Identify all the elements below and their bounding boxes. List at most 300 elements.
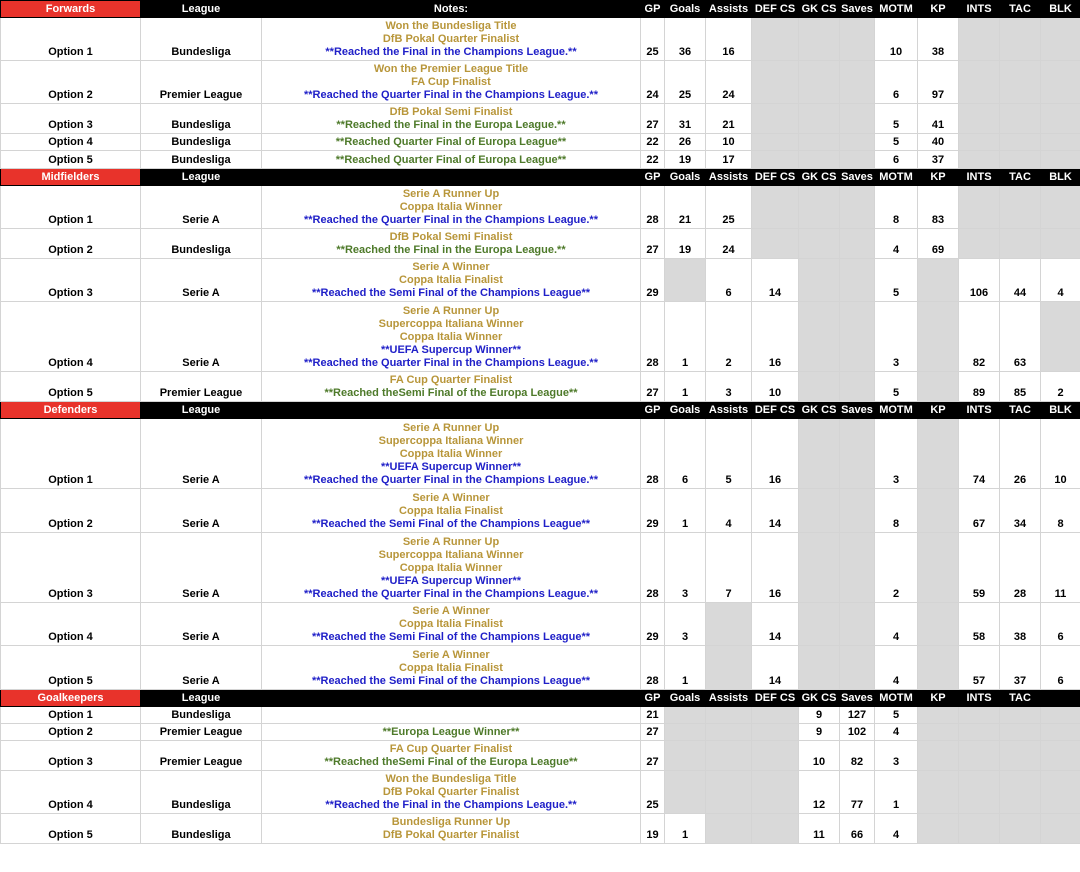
option-cell[interactable]: Option 4 [1, 302, 141, 372]
ints-cell[interactable] [959, 741, 1000, 771]
league-cell[interactable]: Premier League [141, 741, 262, 771]
ints-cell[interactable]: 58 [959, 603, 1000, 646]
blk-cell[interactable] [1041, 134, 1080, 151]
goals-cell[interactable]: 1 [665, 302, 706, 372]
column-header[interactable]: KP [918, 402, 959, 419]
gk-cs-cell[interactable] [799, 372, 840, 402]
tac-cell[interactable]: 34 [1000, 489, 1041, 533]
ints-cell[interactable] [959, 61, 1000, 104]
blk-cell[interactable]: 8 [1041, 489, 1080, 533]
option-cell[interactable]: Option 3 [1, 533, 141, 603]
option-cell[interactable]: Option 1 [1, 419, 141, 489]
column-header[interactable]: Notes: [262, 1, 641, 18]
def-cs-cell[interactable]: 14 [752, 646, 799, 690]
option-cell[interactable]: Option 5 [1, 372, 141, 402]
tac-cell[interactable]: 28 [1000, 533, 1041, 603]
gk-cs-cell[interactable] [799, 134, 840, 151]
gp-cell[interactable]: 19 [641, 814, 665, 844]
motm-cell[interactable]: 5 [875, 259, 918, 302]
ints-cell[interactable] [959, 814, 1000, 844]
column-header[interactable]: Saves [840, 169, 875, 186]
notes-cell[interactable] [262, 259, 641, 302]
gp-cell[interactable]: 25 [641, 18, 665, 61]
goals-cell[interactable]: 19 [665, 229, 706, 259]
tac-cell[interactable]: 37 [1000, 646, 1041, 690]
def-cs-cell[interactable] [752, 814, 799, 844]
goals-cell[interactable]: 1 [665, 372, 706, 402]
blk-cell[interactable]: 2 [1041, 372, 1080, 402]
assists-cell[interactable]: 17 [706, 151, 752, 169]
blk-cell[interactable] [1041, 771, 1080, 814]
gk-cs-cell[interactable] [799, 186, 840, 229]
option-cell[interactable]: Option 1 [1, 18, 141, 61]
kp-cell[interactable] [918, 646, 959, 690]
ints-cell[interactable] [959, 104, 1000, 134]
column-header[interactable]: Saves [840, 1, 875, 18]
column-header[interactable]: TAC [1000, 169, 1041, 186]
column-header[interactable]: INTS [959, 690, 1000, 707]
gk-cs-cell[interactable]: 12 [799, 771, 840, 814]
goals-cell[interactable]: 26 [665, 134, 706, 151]
ints-cell[interactable]: 67 [959, 489, 1000, 533]
league-cell[interactable]: Premier League [141, 61, 262, 104]
saves-cell[interactable] [840, 372, 875, 402]
column-header[interactable]: GP [641, 402, 665, 419]
kp-cell[interactable]: 40 [918, 134, 959, 151]
tac-cell[interactable]: 85 [1000, 372, 1041, 402]
gp-cell[interactable]: 28 [641, 419, 665, 489]
gp-cell[interactable]: 27 [641, 741, 665, 771]
option-cell[interactable]: Option 5 [1, 151, 141, 169]
saves-cell[interactable]: 102 [840, 724, 875, 741]
column-header[interactable]: DEF CS [752, 169, 799, 186]
blk-cell[interactable]: 10 [1041, 419, 1080, 489]
ints-cell[interactable]: 106 [959, 259, 1000, 302]
gk-cs-cell[interactable] [799, 419, 840, 489]
blk-cell[interactable] [1041, 302, 1080, 372]
kp-cell[interactable] [918, 259, 959, 302]
gp-cell[interactable]: 22 [641, 134, 665, 151]
league-cell[interactable]: Bundesliga [141, 134, 262, 151]
notes-cell[interactable] [262, 134, 641, 151]
column-header[interactable]: BLK [1041, 402, 1080, 419]
kp-cell[interactable]: 97 [918, 61, 959, 104]
kp-cell[interactable] [918, 741, 959, 771]
option-cell[interactable]: Option 4 [1, 134, 141, 151]
gk-cs-cell[interactable] [799, 259, 840, 302]
def-cs-cell[interactable] [752, 707, 799, 724]
gk-cs-cell[interactable]: 11 [799, 814, 840, 844]
column-header[interactable]: GP [641, 169, 665, 186]
saves-cell[interactable] [840, 104, 875, 134]
ints-cell[interactable] [959, 707, 1000, 724]
def-cs-cell[interactable] [752, 229, 799, 259]
goals-cell[interactable]: 19 [665, 151, 706, 169]
def-cs-cell[interactable] [752, 151, 799, 169]
blk-cell[interactable]: 11 [1041, 533, 1080, 603]
motm-cell[interactable]: 5 [875, 104, 918, 134]
ints-cell[interactable] [959, 18, 1000, 61]
notes-cell[interactable] [262, 186, 641, 229]
def-cs-cell[interactable]: 16 [752, 419, 799, 489]
column-header[interactable] [262, 402, 641, 419]
column-header[interactable]: Assists [706, 1, 752, 18]
blk-cell[interactable] [1041, 18, 1080, 61]
gp-cell[interactable]: 27 [641, 229, 665, 259]
kp-cell[interactable] [918, 419, 959, 489]
goals-cell[interactable]: 1 [665, 814, 706, 844]
def-cs-cell[interactable] [752, 61, 799, 104]
column-header[interactable]: Goals [665, 169, 706, 186]
goals-cell[interactable] [665, 724, 706, 741]
blk-cell[interactable] [1041, 186, 1080, 229]
column-header[interactable]: INTS [959, 402, 1000, 419]
motm-cell[interactable]: 6 [875, 151, 918, 169]
motm-cell[interactable]: 5 [875, 134, 918, 151]
saves-cell[interactable] [840, 646, 875, 690]
option-cell[interactable]: Option 2 [1, 489, 141, 533]
column-header[interactable]: TAC [1000, 402, 1041, 419]
kp-cell[interactable] [918, 372, 959, 402]
gp-cell[interactable]: 25 [641, 771, 665, 814]
goals-cell[interactable]: 21 [665, 186, 706, 229]
column-header[interactable]: TAC [1000, 690, 1041, 707]
notes-cell[interactable] [262, 229, 641, 259]
gp-cell[interactable]: 22 [641, 151, 665, 169]
column-header[interactable]: DEF CS [752, 690, 799, 707]
gk-cs-cell[interactable] [799, 229, 840, 259]
assists-cell[interactable] [706, 741, 752, 771]
column-header[interactable]: MOTM [875, 402, 918, 419]
kp-cell[interactable] [918, 489, 959, 533]
tac-cell[interactable]: 44 [1000, 259, 1041, 302]
saves-cell[interactable] [840, 186, 875, 229]
kp-cell[interactable] [918, 603, 959, 646]
column-header[interactable]: Assists [706, 690, 752, 707]
assists-cell[interactable]: 3 [706, 372, 752, 402]
gp-cell[interactable]: 24 [641, 61, 665, 104]
gp-cell[interactable]: 21 [641, 707, 665, 724]
option-cell[interactable]: Option 5 [1, 814, 141, 844]
option-cell[interactable]: Option 5 [1, 646, 141, 690]
motm-cell[interactable]: 4 [875, 603, 918, 646]
ints-cell[interactable] [959, 186, 1000, 229]
kp-cell[interactable]: 38 [918, 18, 959, 61]
column-header[interactable] [1041, 690, 1080, 707]
assists-cell[interactable]: 24 [706, 61, 752, 104]
assists-cell[interactable]: 5 [706, 419, 752, 489]
column-header[interactable] [262, 169, 641, 186]
assists-cell[interactable]: 7 [706, 533, 752, 603]
blk-cell[interactable] [1041, 707, 1080, 724]
goals-cell[interactable]: 1 [665, 646, 706, 690]
goals-cell[interactable]: 6 [665, 419, 706, 489]
def-cs-cell[interactable]: 14 [752, 489, 799, 533]
assists-cell[interactable]: 6 [706, 259, 752, 302]
column-header[interactable]: INTS [959, 169, 1000, 186]
def-cs-cell[interactable]: 16 [752, 302, 799, 372]
ints-cell[interactable] [959, 151, 1000, 169]
ints-cell[interactable] [959, 134, 1000, 151]
tac-cell[interactable] [1000, 741, 1041, 771]
notes-cell[interactable] [262, 533, 641, 603]
motm-cell[interactable]: 1 [875, 771, 918, 814]
assists-cell[interactable] [706, 814, 752, 844]
column-header[interactable]: League [141, 169, 262, 186]
motm-cell[interactable]: 3 [875, 741, 918, 771]
goals-cell[interactable]: 25 [665, 61, 706, 104]
assists-cell[interactable]: 24 [706, 229, 752, 259]
goals-cell[interactable]: 3 [665, 533, 706, 603]
ints-cell[interactable]: 57 [959, 646, 1000, 690]
league-cell[interactable]: Premier League [141, 372, 262, 402]
league-cell[interactable]: Bundesliga [141, 18, 262, 61]
assists-cell[interactable] [706, 724, 752, 741]
notes-cell[interactable] [262, 18, 641, 61]
column-header[interactable]: Goals [665, 690, 706, 707]
motm-cell[interactable]: 4 [875, 814, 918, 844]
blk-cell[interactable]: 4 [1041, 259, 1080, 302]
column-header[interactable]: DEF CS [752, 402, 799, 419]
tac-cell[interactable] [1000, 104, 1041, 134]
notes-cell[interactable] [262, 741, 641, 771]
ints-cell[interactable]: 89 [959, 372, 1000, 402]
gk-cs-cell[interactable] [799, 489, 840, 533]
saves-cell[interactable]: 66 [840, 814, 875, 844]
column-header[interactable]: BLK [1041, 169, 1080, 186]
league-cell[interactable]: Serie A [141, 603, 262, 646]
tac-cell[interactable] [1000, 814, 1041, 844]
ints-cell[interactable]: 59 [959, 533, 1000, 603]
blk-cell[interactable] [1041, 229, 1080, 259]
saves-cell[interactable] [840, 259, 875, 302]
motm-cell[interactable]: 3 [875, 419, 918, 489]
column-header[interactable]: KP [918, 690, 959, 707]
column-header[interactable]: MOTM [875, 690, 918, 707]
option-cell[interactable]: Option 4 [1, 771, 141, 814]
ints-cell[interactable] [959, 229, 1000, 259]
gk-cs-cell[interactable] [799, 61, 840, 104]
tac-cell[interactable]: 38 [1000, 603, 1041, 646]
motm-cell[interactable]: 6 [875, 61, 918, 104]
kp-cell[interactable]: 83 [918, 186, 959, 229]
assists-cell[interactable] [706, 603, 752, 646]
kp-cell[interactable] [918, 814, 959, 844]
league-cell[interactable]: Serie A [141, 646, 262, 690]
ints-cell[interactable]: 82 [959, 302, 1000, 372]
column-header[interactable]: League [141, 402, 262, 419]
column-header[interactable]: INTS [959, 1, 1000, 18]
saves-cell[interactable]: 77 [840, 771, 875, 814]
league-cell[interactable]: Bundesliga [141, 229, 262, 259]
column-header[interactable]: GP [641, 690, 665, 707]
motm-cell[interactable]: 4 [875, 229, 918, 259]
league-cell[interactable]: Serie A [141, 302, 262, 372]
saves-cell[interactable] [840, 151, 875, 169]
ints-cell[interactable] [959, 724, 1000, 741]
gp-cell[interactable]: 27 [641, 104, 665, 134]
column-header[interactable]: Goals [665, 402, 706, 419]
assists-cell[interactable]: 21 [706, 104, 752, 134]
assists-cell[interactable] [706, 707, 752, 724]
assists-cell[interactable]: 16 [706, 18, 752, 61]
tac-cell[interactable]: 63 [1000, 302, 1041, 372]
saves-cell[interactable] [840, 302, 875, 372]
column-header[interactable]: GK CS [799, 1, 840, 18]
def-cs-cell[interactable] [752, 741, 799, 771]
motm-cell[interactable]: 2 [875, 533, 918, 603]
goals-cell[interactable] [665, 771, 706, 814]
tac-cell[interactable] [1000, 771, 1041, 814]
kp-cell[interactable]: 69 [918, 229, 959, 259]
tac-cell[interactable]: 26 [1000, 419, 1041, 489]
gk-cs-cell[interactable] [799, 302, 840, 372]
motm-cell[interactable]: 3 [875, 302, 918, 372]
goals-cell[interactable] [665, 707, 706, 724]
goals-cell[interactable] [665, 741, 706, 771]
goals-cell[interactable]: 36 [665, 18, 706, 61]
def-cs-cell[interactable]: 16 [752, 533, 799, 603]
gp-cell[interactable]: 29 [641, 489, 665, 533]
ints-cell[interactable] [959, 771, 1000, 814]
saves-cell[interactable] [840, 533, 875, 603]
league-cell[interactable]: Serie A [141, 186, 262, 229]
motm-cell[interactable]: 10 [875, 18, 918, 61]
gp-cell[interactable]: 28 [641, 186, 665, 229]
notes-cell[interactable] [262, 372, 641, 402]
kp-cell[interactable]: 41 [918, 104, 959, 134]
assists-cell[interactable] [706, 646, 752, 690]
option-cell[interactable]: Option 1 [1, 707, 141, 724]
gp-cell[interactable]: 29 [641, 603, 665, 646]
assists-cell[interactable] [706, 771, 752, 814]
column-header[interactable]: BLK [1041, 1, 1080, 18]
notes-cell[interactable] [262, 646, 641, 690]
column-header[interactable]: GK CS [799, 169, 840, 186]
assists-cell[interactable]: 25 [706, 186, 752, 229]
def-cs-cell[interactable] [752, 724, 799, 741]
column-header[interactable]: MOTM [875, 169, 918, 186]
kp-cell[interactable]: 37 [918, 151, 959, 169]
saves-cell[interactable] [840, 134, 875, 151]
gp-cell[interactable]: 28 [641, 302, 665, 372]
league-cell[interactable]: Serie A [141, 259, 262, 302]
blk-cell[interactable] [1041, 151, 1080, 169]
ints-cell[interactable]: 74 [959, 419, 1000, 489]
notes-cell[interactable] [262, 151, 641, 169]
notes-cell[interactable] [262, 302, 641, 372]
notes-cell[interactable] [262, 489, 641, 533]
league-cell[interactable]: Bundesliga [141, 104, 262, 134]
saves-cell[interactable] [840, 603, 875, 646]
gk-cs-cell[interactable] [799, 151, 840, 169]
column-header[interactable]: TAC [1000, 1, 1041, 18]
blk-cell[interactable]: 6 [1041, 603, 1080, 646]
blk-cell[interactable] [1041, 741, 1080, 771]
saves-cell[interactable] [840, 61, 875, 104]
column-header[interactable]: MOTM [875, 1, 918, 18]
option-cell[interactable]: Option 2 [1, 724, 141, 741]
column-header[interactable]: Goals [665, 1, 706, 18]
blk-cell[interactable] [1041, 104, 1080, 134]
motm-cell[interactable]: 8 [875, 489, 918, 533]
gp-cell[interactable]: 27 [641, 724, 665, 741]
league-cell[interactable]: Serie A [141, 489, 262, 533]
motm-cell[interactable]: 5 [875, 372, 918, 402]
column-header[interactable]: Assists [706, 169, 752, 186]
column-header[interactable]: KP [918, 1, 959, 18]
gk-cs-cell[interactable]: 9 [799, 707, 840, 724]
def-cs-cell[interactable] [752, 134, 799, 151]
def-cs-cell[interactable] [752, 186, 799, 229]
option-cell[interactable]: Option 2 [1, 229, 141, 259]
option-cell[interactable]: Option 3 [1, 259, 141, 302]
league-cell[interactable]: Serie A [141, 533, 262, 603]
option-cell[interactable]: Option 3 [1, 741, 141, 771]
column-header[interactable]: Saves [840, 690, 875, 707]
column-header[interactable]: GK CS [799, 402, 840, 419]
column-header[interactable]: League [141, 690, 262, 707]
league-cell[interactable]: Premier League [141, 724, 262, 741]
gp-cell[interactable]: 28 [641, 533, 665, 603]
gk-cs-cell[interactable] [799, 533, 840, 603]
option-cell[interactable]: Option 1 [1, 186, 141, 229]
league-cell[interactable]: Serie A [141, 419, 262, 489]
def-cs-cell[interactable]: 10 [752, 372, 799, 402]
notes-cell[interactable] [262, 61, 641, 104]
league-cell[interactable]: Bundesliga [141, 814, 262, 844]
blk-cell[interactable]: 6 [1041, 646, 1080, 690]
gp-cell[interactable]: 28 [641, 646, 665, 690]
notes-cell[interactable] [262, 814, 641, 844]
column-header[interactable]: DEF CS [752, 1, 799, 18]
notes-cell[interactable] [262, 419, 641, 489]
gk-cs-cell[interactable]: 10 [799, 741, 840, 771]
tac-cell[interactable] [1000, 151, 1041, 169]
notes-cell[interactable] [262, 771, 641, 814]
column-header[interactable]: Assists [706, 402, 752, 419]
tac-cell[interactable] [1000, 134, 1041, 151]
gk-cs-cell[interactable] [799, 18, 840, 61]
gk-cs-cell[interactable] [799, 646, 840, 690]
def-cs-cell[interactable]: 14 [752, 259, 799, 302]
def-cs-cell[interactable] [752, 771, 799, 814]
def-cs-cell[interactable]: 14 [752, 603, 799, 646]
kp-cell[interactable] [918, 724, 959, 741]
motm-cell[interactable]: 5 [875, 707, 918, 724]
league-cell[interactable]: Bundesliga [141, 151, 262, 169]
gp-cell[interactable]: 27 [641, 372, 665, 402]
option-cell[interactable]: Option 4 [1, 603, 141, 646]
goals-cell[interactable] [665, 259, 706, 302]
motm-cell[interactable]: 4 [875, 646, 918, 690]
def-cs-cell[interactable] [752, 18, 799, 61]
goals-cell[interactable]: 1 [665, 489, 706, 533]
tac-cell[interactable] [1000, 18, 1041, 61]
motm-cell[interactable]: 4 [875, 724, 918, 741]
assists-cell[interactable]: 4 [706, 489, 752, 533]
notes-cell[interactable] [262, 603, 641, 646]
league-cell[interactable]: Bundesliga [141, 707, 262, 724]
tac-cell[interactable] [1000, 707, 1041, 724]
blk-cell[interactable] [1041, 814, 1080, 844]
column-header[interactable]: League [141, 1, 262, 18]
section-title[interactable]: Defenders [1, 402, 141, 419]
saves-cell[interactable] [840, 229, 875, 259]
section-title[interactable]: Forwards [1, 1, 141, 18]
assists-cell[interactable]: 10 [706, 134, 752, 151]
column-header[interactable] [262, 690, 641, 707]
